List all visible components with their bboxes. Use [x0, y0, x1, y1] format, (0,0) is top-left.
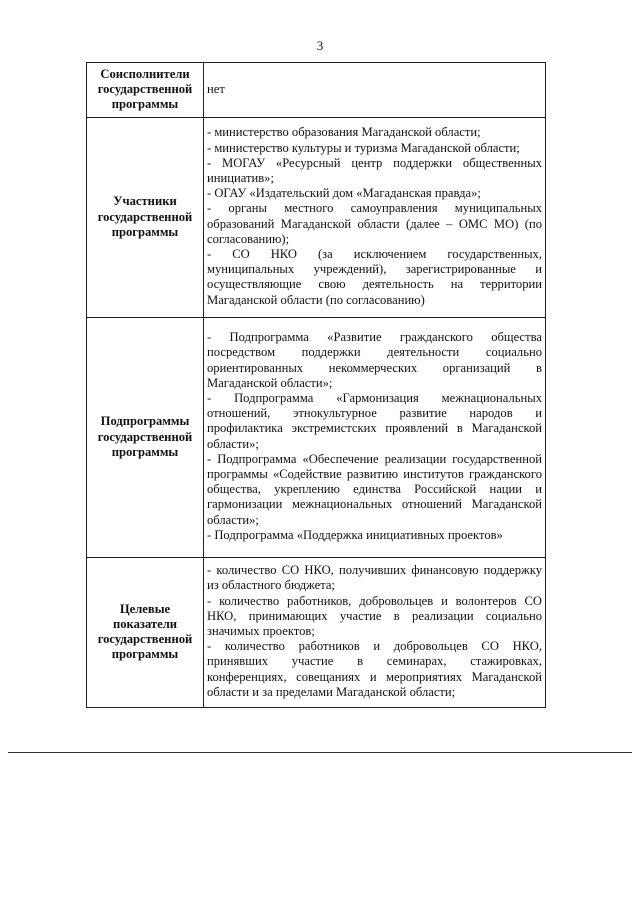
page-number: 3 [316, 38, 324, 53]
label-line: Целевые [119, 601, 171, 616]
label-line: программы [111, 224, 179, 239]
row-value [204, 317, 546, 557]
label-line: программы [111, 444, 179, 459]
value-line: - Подпрограмма «Поддержка инициативных проектов» [207, 527, 503, 542]
row-label [87, 63, 204, 118]
row-label [87, 317, 204, 557]
label-line: государственной [97, 429, 193, 444]
value-line: - Подпрограмма «Гармонизация межнациональных отношений, этнокультурное развитие народов и профилактика экстремистских проявлений в Магаданской области»; [207, 391, 542, 451]
row-label [87, 117, 204, 317]
program-passport-table [86, 62, 546, 708]
table-row [87, 117, 546, 317]
label-line: Участники [113, 194, 177, 209]
value-line: - министерство образования Магаданской области; [207, 125, 481, 140]
value-line: нет [207, 81, 225, 96]
value-line: - ОГАУ «Издательский дом «Магаданская правда»; [207, 186, 481, 201]
value-line: - количество работников и добровольцев СО НКО, принявших участие в семинарах, стажировках, конференциях, совещаниях и мероприятиях Магаданской области и за пределами Магаданской области; [207, 639, 542, 699]
label-line: Соисполнители [100, 67, 190, 81]
row-value [204, 117, 546, 317]
row-value [204, 63, 546, 118]
value-line: - Подпрограмма «Обеспечение реализации государственной программы «Содействие развитию институтов гражданского общества, укреплению единства Российской нации и гармонизации межнациональных отношений Магаданской области»; [207, 451, 542, 527]
label-line: Подпрограммы [100, 414, 190, 429]
value-line: - количество СО НКО, получивших финансовую поддержку из областного бюджета; [207, 563, 542, 593]
value-line: - Подпрограмма «Развитие гражданского общества посредством поддержки деятельности социально ориентированных некоммерческих организаций в Магаданской области»; [207, 330, 542, 390]
value-line: - количество работников, добровольцев и волонтеров СО НКО, принимающих участие в реализации социально значимых проектов; [207, 593, 542, 638]
label-line: государственной [97, 209, 193, 224]
label-line: государственной [97, 632, 193, 647]
table-row [87, 63, 546, 118]
row-label [87, 557, 204, 707]
label-line: программы [111, 647, 179, 662]
value-line: - министерство культуры и туризма Магаданской области; [207, 140, 520, 155]
table-row [87, 317, 546, 557]
label-line: показатели [112, 616, 178, 631]
table-row [87, 557, 546, 707]
value-line: - органы местного самоуправления муниципальных образований Магаданской области (далее – ОМС МО) (по согласованию); [207, 201, 542, 246]
value-line: - МОГАУ «Ресурсный центр поддержки общественных инициатив»; [207, 155, 542, 185]
value-line: - СО НКО (за исключением государственных, муниципальных учреждений), зарегистрированные и осуществляющие свою деятельность на территории Магаданской области (по согласованию) [207, 247, 542, 307]
row-value [204, 557, 546, 707]
label-line: программы [111, 97, 179, 112]
label-line: государственной [97, 82, 193, 97]
page-divider [8, 752, 632, 753]
